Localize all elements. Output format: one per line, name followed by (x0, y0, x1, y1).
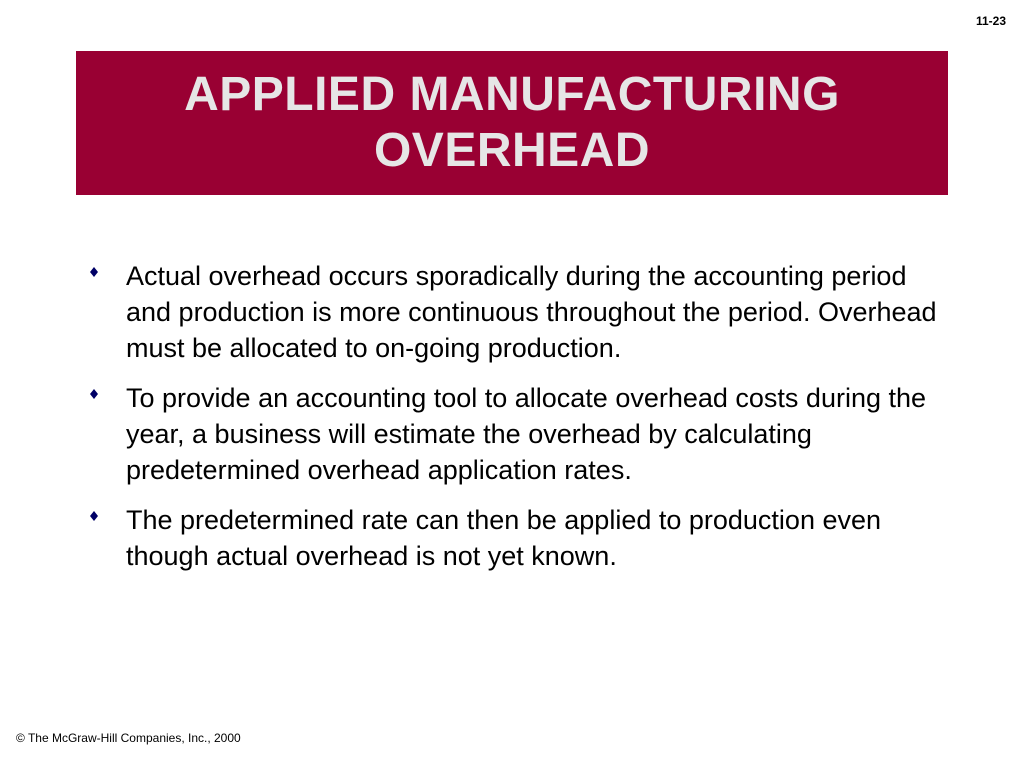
bullet-list (90, 258, 940, 588)
diamond-bullet-icon (90, 380, 126, 399)
copyright-notice: © The McGraw-Hill Companies, Inc., 2000 (16, 731, 241, 745)
slide-number: 11-23 (975, 14, 1006, 28)
bullet-item (90, 380, 940, 488)
diamond-bullet-icon (90, 258, 126, 277)
slide-title-line-2: OVERHEAD (373, 124, 651, 177)
bullet-item (90, 502, 940, 574)
title-banner (76, 51, 948, 195)
slide-title (184, 67, 840, 179)
bullet-text: To provide an accounting tool to allocate overhead costs during the year, a business will estimate the overhead by calculating predetermined overhead application rates. (126, 383, 927, 485)
bullet-item (90, 258, 940, 366)
diamond-bullet-icon (90, 502, 126, 521)
bullet-text: Actual overhead occurs sporadically during the accounting period and production is more continuous throughout the period. Overhead must be allocated to on-going production. (126, 261, 937, 363)
bullet-text: The predetermined rate can then be applied to production even though actual overhead is not yet known. (126, 505, 882, 571)
slide-title-line-1: APPLIED MANUFACTURING (184, 68, 840, 121)
